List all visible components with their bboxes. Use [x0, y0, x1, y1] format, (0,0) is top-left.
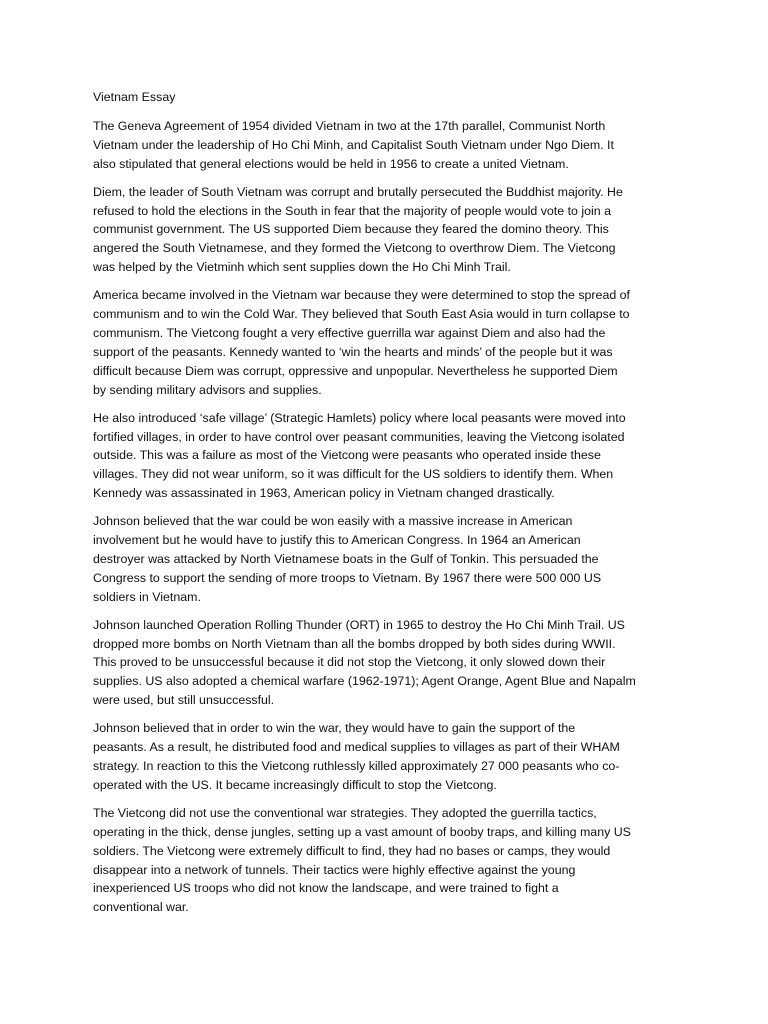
essay-paragraph — [93, 512, 683, 607]
paragraph-line: refused to hold the elections in the South in fear that the majority of people would vote to join a — [93, 203, 611, 218]
paragraph-line: Vietnam under the leadership of Ho Chi Minh, and Capitalist South Vietnam under Ngo Diem. It — [93, 137, 614, 152]
essay-paragraph — [93, 719, 683, 795]
essay-paragraph — [93, 804, 683, 917]
paragraph-line: inexperienced US troops who did not know the landscape, and were trained to fight a — [93, 881, 559, 896]
paragraph-line: Congress to support the sending of more troops to Vietnam. By 1967 there were 500 000 US — [93, 570, 602, 585]
paragraph-line: Kennedy was assassinated in 1963, American policy in Vietnam changed drastically. — [93, 486, 555, 501]
paragraph-line: dropped more bombs on North Vietnam than all the bombs dropped by both sides during WWII. — [93, 636, 616, 651]
paragraph-line: outside. This was a failure as most of the Vietcong were peasants who operated inside these — [93, 448, 601, 463]
essay-body — [93, 117, 683, 917]
paragraph-line: The Geneva Agreement of 1954 divided Vietnam in two at the 17th parallel, Communist North — [93, 118, 606, 133]
paragraph-line: Johnson launched Operation Rolling Thunder (ORT) in 1965 to destroy the Ho Chi Minh Trail. US — [93, 617, 625, 632]
paragraph-line: operating in the thick, dense jungles, setting up a vast amount of booby traps, and killing many US — [93, 824, 631, 839]
paragraph-line: difficult because Diem was corrupt, oppressive and unpopular. Nevertheless he supported Diem — [93, 363, 618, 378]
paragraph-line: by sending military advisors and supplies. — [93, 382, 322, 397]
paragraph-line: was helped by the Vietminh which sent supplies down the Ho Chi Minh Trail. — [93, 260, 511, 275]
paragraph-line: supplies. US also adopted a chemical warfare (1962-1971); Agent Orange, Agent Blue and Napalm — [93, 674, 636, 689]
paragraph-line: communist government. The US supported Diem because they feared the domino theory. This — [93, 222, 609, 237]
paragraph-line: This proved to be unsuccessful because it did not stop the Vietcong, it only slowed down their — [93, 655, 606, 670]
essay-paragraph — [93, 183, 683, 278]
paragraph-line: communism. The Vietcong fought a very effective guerrilla war against Diem and also had the — [93, 325, 606, 340]
paragraph-line: peasants. As a result, he distributed food and medical supplies to villages as part of their WHAM — [93, 740, 620, 755]
paragraph-line: The Vietcong did not use the conventional war strategies. They adopted the guerrilla tactics, — [93, 805, 597, 820]
paragraph-line: operated with the US. It became increasingly difficult to stop the Vietcong. — [93, 777, 497, 792]
essay-paragraph — [93, 616, 683, 711]
paragraph-line: involvement but he would have to justify this to American Congress. In 1964 an American — [93, 533, 581, 548]
essay-paragraph — [93, 409, 683, 504]
paragraph-line: villages. They did not wear uniform, so it was difficult for the US soldiers to identify them. When — [93, 467, 614, 482]
paragraph-line: fortified villages, in order to have control over peasant communities, leaving the Vietcong isolated — [93, 429, 625, 444]
paragraph-line: conventional war. — [93, 900, 189, 915]
document-page — [93, 88, 683, 926]
paragraph-line: also stipulated that general elections would be held in 1956 to create a united Vietnam. — [93, 156, 569, 171]
paragraph-line: strategy. In reaction to this the Vietcong ruthlessly killed approximately 27 000 peasants who co- — [93, 759, 620, 773]
paragraph-line: Johnson believed that in order to win the war, they would have to gain the support of the — [93, 721, 576, 736]
paragraph-line: soldiers. The Vietcong were extremely difficult to find, they had no bases or camps, they would — [93, 843, 611, 858]
paragraph-line: were used, but still unsuccessful. — [93, 693, 275, 708]
paragraph-line: angered the South Vietnamese, and they formed the Vietcong to overthrow Diem. The Vietcong — [93, 241, 616, 256]
essay-paragraph — [93, 117, 683, 174]
paragraph-line: communism and to win the Cold War. They believed that South East Asia would in turn collapse to — [93, 307, 630, 322]
paragraph-line: disappear into a network of tunnels. Their tactics were highly effective against the young — [93, 862, 576, 877]
paragraph-line: Diem, the leader of South Vietnam was corrupt and brutally persecuted the Buddhist majority. He — [93, 184, 623, 199]
paragraph-line: He also introduced ‘safe village’ (Strategic Hamlets) policy where local peasants were moved into — [93, 410, 626, 425]
paragraph-line: America became involved in the Vietnam war because they were determined to stop the spread of — [93, 288, 630, 303]
paragraph-line: Johnson believed that the war could be won easily with a massive increase in American — [93, 514, 573, 529]
essay-paragraph — [93, 286, 683, 399]
paragraph-line: soldiers in Vietnam. — [93, 589, 201, 604]
paragraph-line: support of the peasants. Kennedy wanted to ‘win the hearts and minds’ of the people but it was — [93, 344, 613, 359]
document-title: Vietnam Essay — [93, 90, 176, 104]
paragraph-line: destroyer was attacked by North Vietnamese boats in the Gulf of Tonkin. This persuaded the — [93, 551, 599, 566]
